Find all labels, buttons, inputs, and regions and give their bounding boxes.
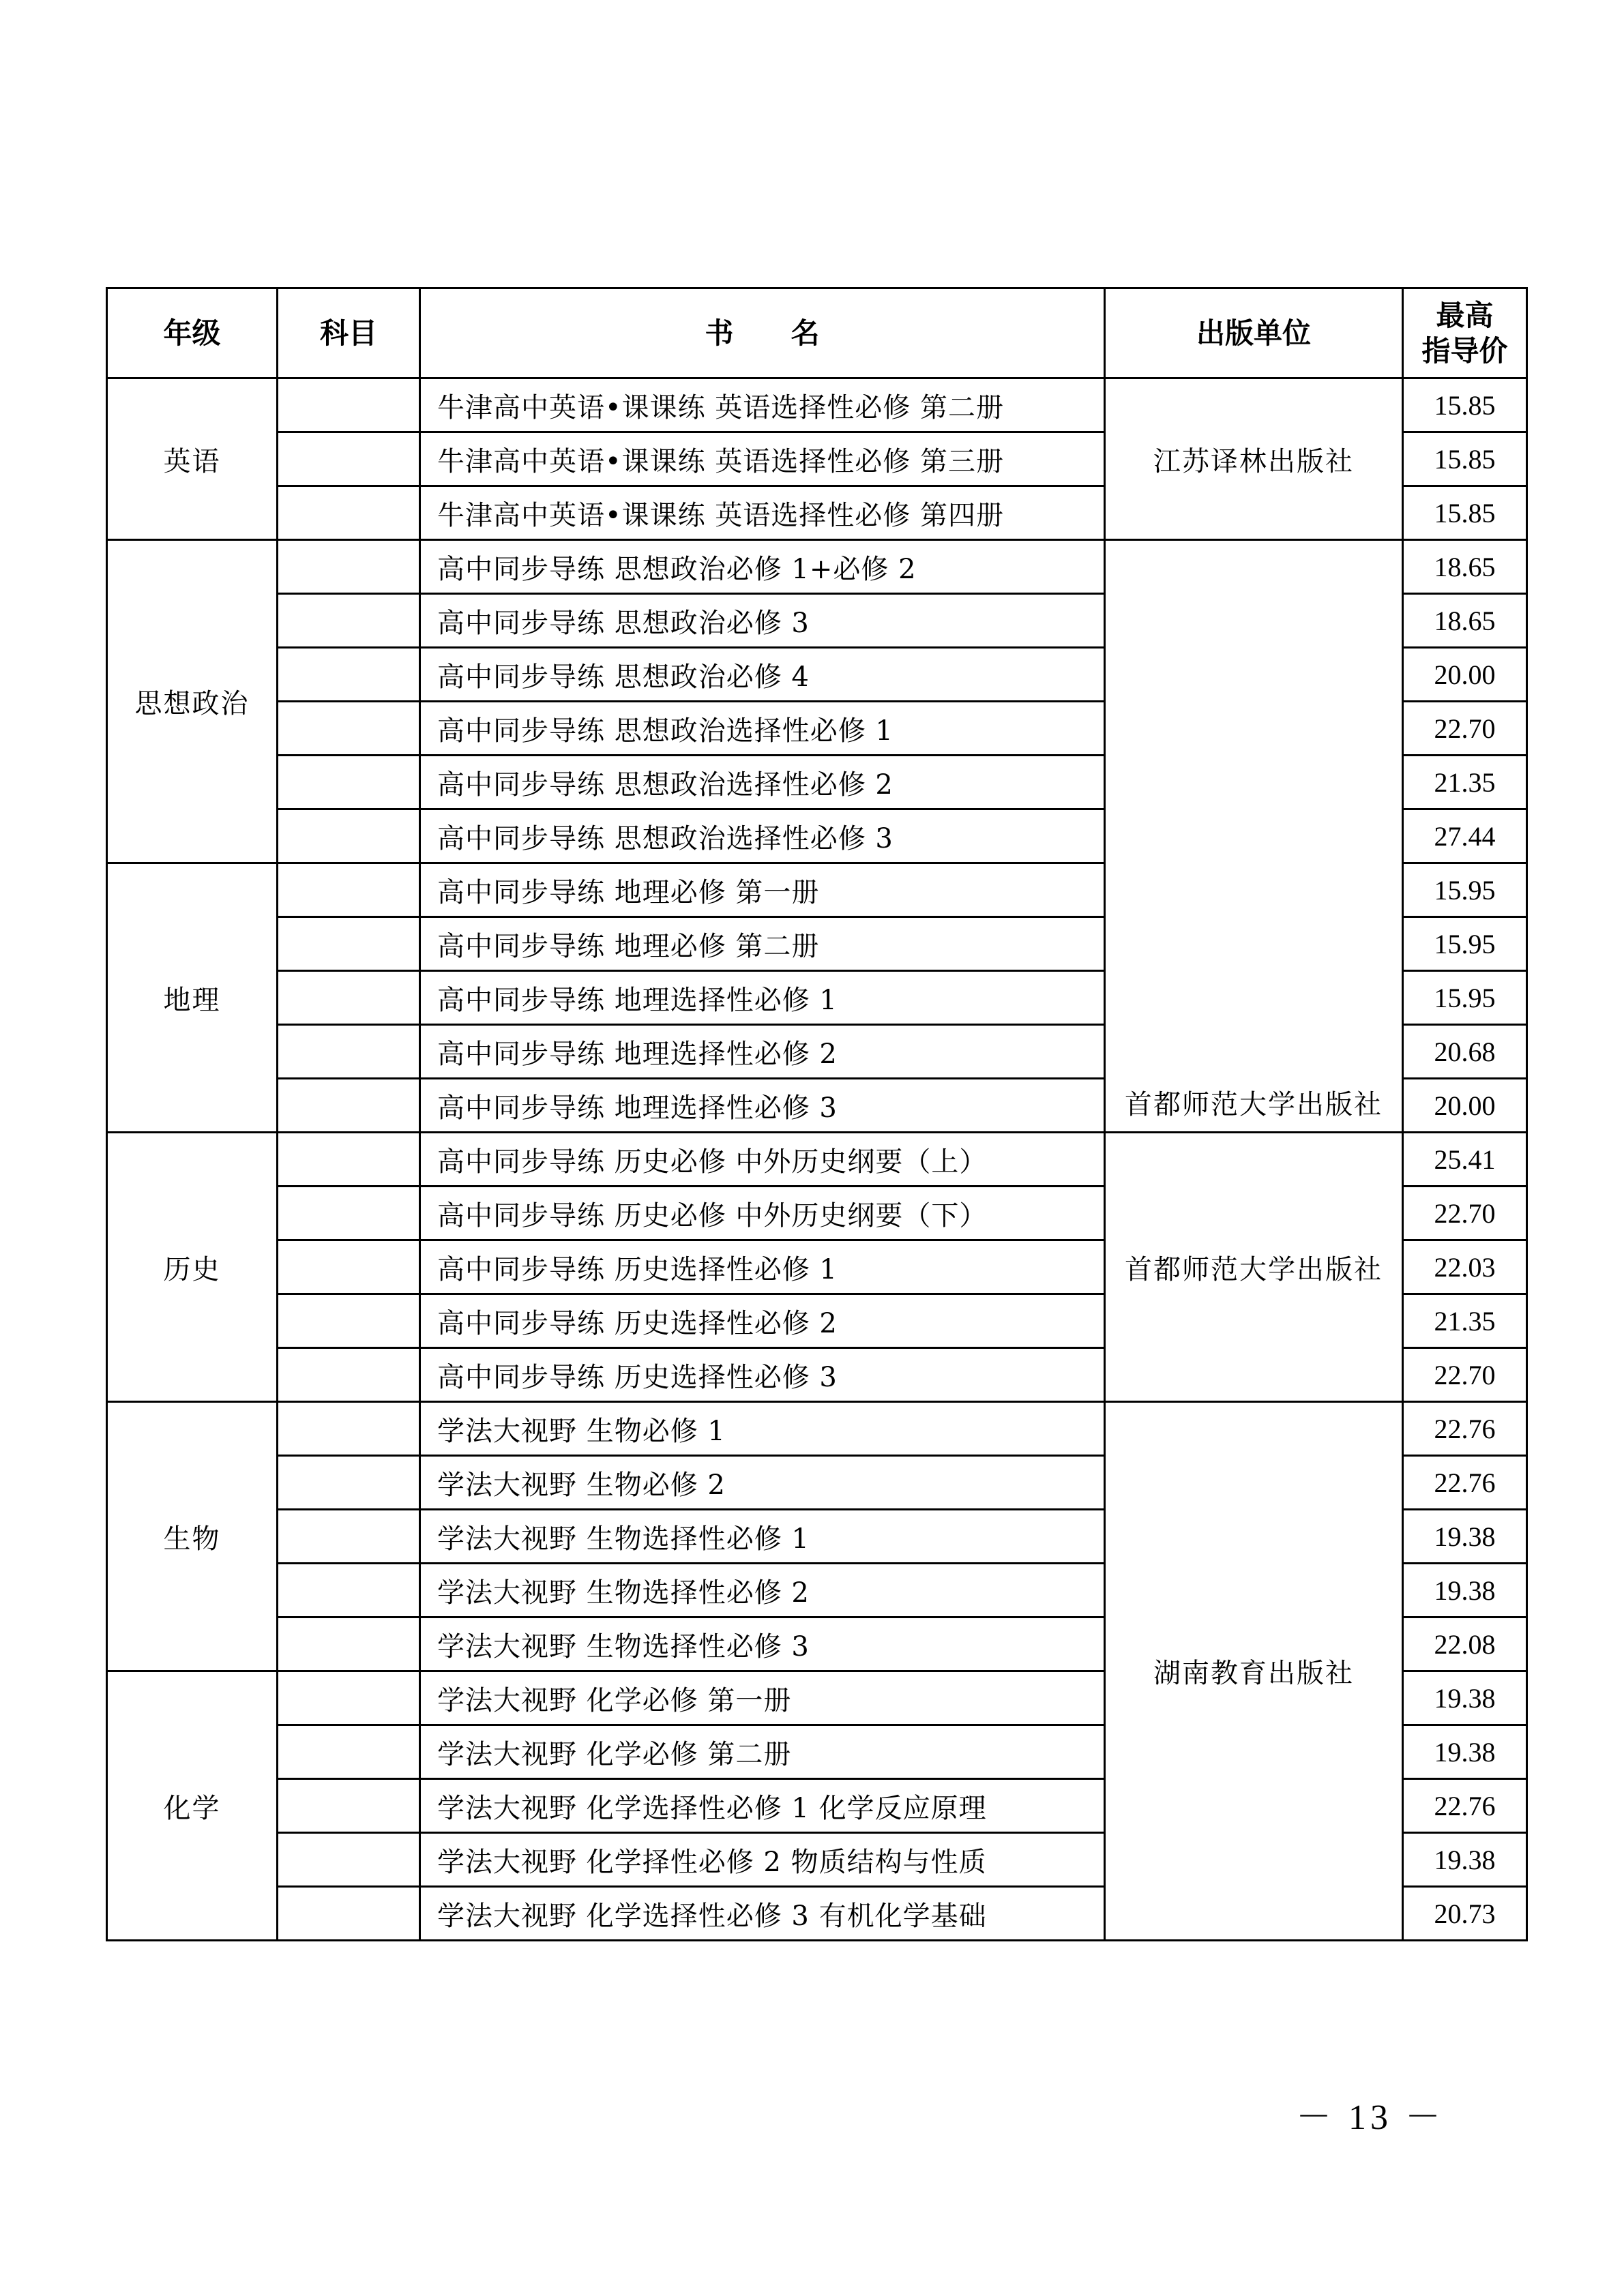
subject-cell [278, 378, 420, 432]
table-header-row [107, 288, 1527, 378]
subject-cell [278, 917, 420, 971]
subject-cell [278, 1025, 420, 1079]
group-label-english: 英语 [107, 378, 278, 540]
price-cell: 18.65 [1403, 540, 1527, 594]
price-cell: 25.41 [1403, 1133, 1527, 1187]
price-cell: 19.38 [1403, 1833, 1527, 1887]
price-cell: 20.00 [1403, 648, 1527, 702]
book-title: 高中同步导练 思想政治必修 4 [420, 648, 1105, 702]
book-title: 学法大视野 化学必修 第二册 [420, 1725, 1105, 1779]
publisher-cell [1105, 540, 1403, 1133]
publisher-cell: 湖南教育出版社 [1105, 1402, 1403, 1941]
group-label-biology: 生物 [107, 1402, 278, 1671]
subject-cell [278, 809, 420, 863]
book-title: 学法大视野 生物选择性必修 2 [420, 1564, 1105, 1617]
price-cell: 22.70 [1403, 1187, 1527, 1240]
price-cell: 20.00 [1403, 1079, 1527, 1133]
book-title: 学法大视野 化学选择性必修 3 有机化学基础 [420, 1887, 1105, 1941]
price-cell: 15.85 [1403, 432, 1527, 486]
book-title: 牛津高中英语•课课练 英语选择性必修 第三册 [420, 432, 1105, 486]
subject-cell [278, 702, 420, 756]
book-title: 学法大视野 生物选择性必修 3 [420, 1617, 1105, 1671]
subject-cell [278, 1240, 420, 1294]
book-title: 高中同步导练 思想政治选择性必修 3 [420, 809, 1105, 863]
price-cell: 22.76 [1403, 1456, 1527, 1510]
price-cell: 22.76 [1403, 1402, 1527, 1456]
book-title: 高中同步导练 地理选择性必修 1 [420, 971, 1105, 1025]
price-cell: 15.85 [1403, 378, 1527, 432]
publisher-cell: 江苏译林出版社 [1105, 378, 1403, 540]
price-cell: 15.85 [1403, 486, 1527, 540]
textbook-price-table [106, 287, 1528, 1941]
subject-cell [278, 1187, 420, 1240]
price-cell: 15.95 [1403, 917, 1527, 971]
subject-cell [278, 1133, 420, 1187]
group-label-geography: 地理 [107, 863, 278, 1133]
book-title: 学法大视野 化学必修 第一册 [420, 1671, 1105, 1725]
price-cell: 20.73 [1403, 1887, 1527, 1941]
price-cell: 22.70 [1403, 1348, 1527, 1402]
subject-cell [278, 1779, 420, 1833]
header-subject: 科目 [278, 288, 420, 378]
price-cell: 22.03 [1403, 1240, 1527, 1294]
subject-cell [278, 1887, 420, 1941]
book-title: 高中同步导练 地理选择性必修 3 [420, 1079, 1105, 1133]
price-cell: 18.65 [1403, 594, 1527, 648]
book-title: 高中同步导练 历史选择性必修 2 [420, 1294, 1105, 1348]
book-title: 高中同步导练 地理选择性必修 2 [420, 1025, 1105, 1079]
price-cell: 20.68 [1403, 1025, 1527, 1079]
header-max-price-line2: 指导价 [1421, 333, 1508, 368]
price-cell: 15.95 [1403, 863, 1527, 917]
book-title: 高中同步导练 历史选择性必修 1 [420, 1240, 1105, 1294]
price-cell: 27.44 [1403, 809, 1527, 863]
subject-cell [278, 432, 420, 486]
book-title: 高中同步导练 历史必修 中外历史纲要（上） [420, 1133, 1105, 1187]
table-row [107, 540, 1527, 594]
price-cell: 19.38 [1403, 1725, 1527, 1779]
subject-cell [278, 756, 420, 809]
book-title: 高中同步导练 思想政治必修 3 [420, 594, 1105, 648]
book-title: 学法大视野 生物选择性必修 1 [420, 1510, 1105, 1564]
book-title: 牛津高中英语•课课练 英语选择性必修 第四册 [420, 486, 1105, 540]
group-label-chemistry: 化学 [107, 1671, 278, 1941]
price-cell: 19.38 [1403, 1510, 1527, 1564]
book-title: 学法大视野 化学选择性必修 1 化学反应原理 [420, 1779, 1105, 1833]
header-grade: 年级 [107, 288, 278, 378]
book-title: 高中同步导练 思想政治选择性必修 1 [420, 702, 1105, 756]
price-cell: 15.95 [1403, 971, 1527, 1025]
book-title: 牛津高中英语•课课练 英语选择性必修 第二册 [420, 378, 1105, 432]
subject-cell [278, 594, 420, 648]
header-book-title: 书 名 [420, 288, 1105, 378]
price-cell: 19.38 [1403, 1671, 1527, 1725]
subject-cell [278, 1294, 420, 1348]
book-title: 高中同步导练 历史选择性必修 3 [420, 1348, 1105, 1402]
price-cell: 22.70 [1403, 702, 1527, 756]
price-cell: 21.35 [1403, 1294, 1527, 1348]
book-title: 高中同步导练 思想政治选择性必修 2 [420, 756, 1105, 809]
subject-cell [278, 1725, 420, 1779]
subject-cell [278, 1456, 420, 1510]
book-title: 高中同步导练 地理必修 第二册 [420, 917, 1105, 971]
price-cell: 19.38 [1403, 1564, 1527, 1617]
book-title: 学法大视野 生物必修 2 [420, 1456, 1105, 1510]
subject-cell [278, 540, 420, 594]
subject-cell [278, 1348, 420, 1402]
subject-cell [278, 486, 420, 540]
book-title: 高中同步导练 历史必修 中外历史纲要（下） [420, 1187, 1105, 1240]
subject-cell [278, 648, 420, 702]
book-title: 学法大视野 化学择性必修 2 物质结构与性质 [420, 1833, 1105, 1887]
group-label-politics: 思想政治 [107, 540, 278, 863]
subject-cell [278, 1833, 420, 1887]
subject-cell [278, 1564, 420, 1617]
publisher-cell: 首都师范大学出版社 [1105, 1133, 1403, 1402]
book-title: 学法大视野 生物必修 1 [420, 1402, 1105, 1456]
book-title: 高中同步导练 地理必修 第一册 [420, 863, 1105, 917]
header-max-price [1403, 288, 1527, 378]
price-cell: 21.35 [1403, 756, 1527, 809]
subject-cell [278, 863, 420, 917]
price-cell: 22.08 [1403, 1617, 1527, 1671]
table-row [107, 378, 1527, 432]
subject-cell [278, 1671, 420, 1725]
page-number: － 13 － [1296, 2098, 1445, 2137]
subject-cell [278, 1402, 420, 1456]
subject-cell [278, 1510, 420, 1564]
subject-cell [278, 1617, 420, 1671]
table-row [107, 1133, 1527, 1187]
price-cell: 22.76 [1403, 1779, 1527, 1833]
header-max-price-line1: 最高 [1436, 298, 1494, 332]
table-row [107, 1402, 1527, 1456]
group-label-history: 历史 [107, 1133, 278, 1402]
subject-cell [278, 971, 420, 1025]
subject-cell [278, 1079, 420, 1133]
header-publisher: 出版单位 [1105, 288, 1403, 378]
publisher-name: 首都师范大学出版社 [1125, 1089, 1383, 1120]
book-title: 高中同步导练 思想政治必修 1+必修 2 [420, 540, 1105, 594]
